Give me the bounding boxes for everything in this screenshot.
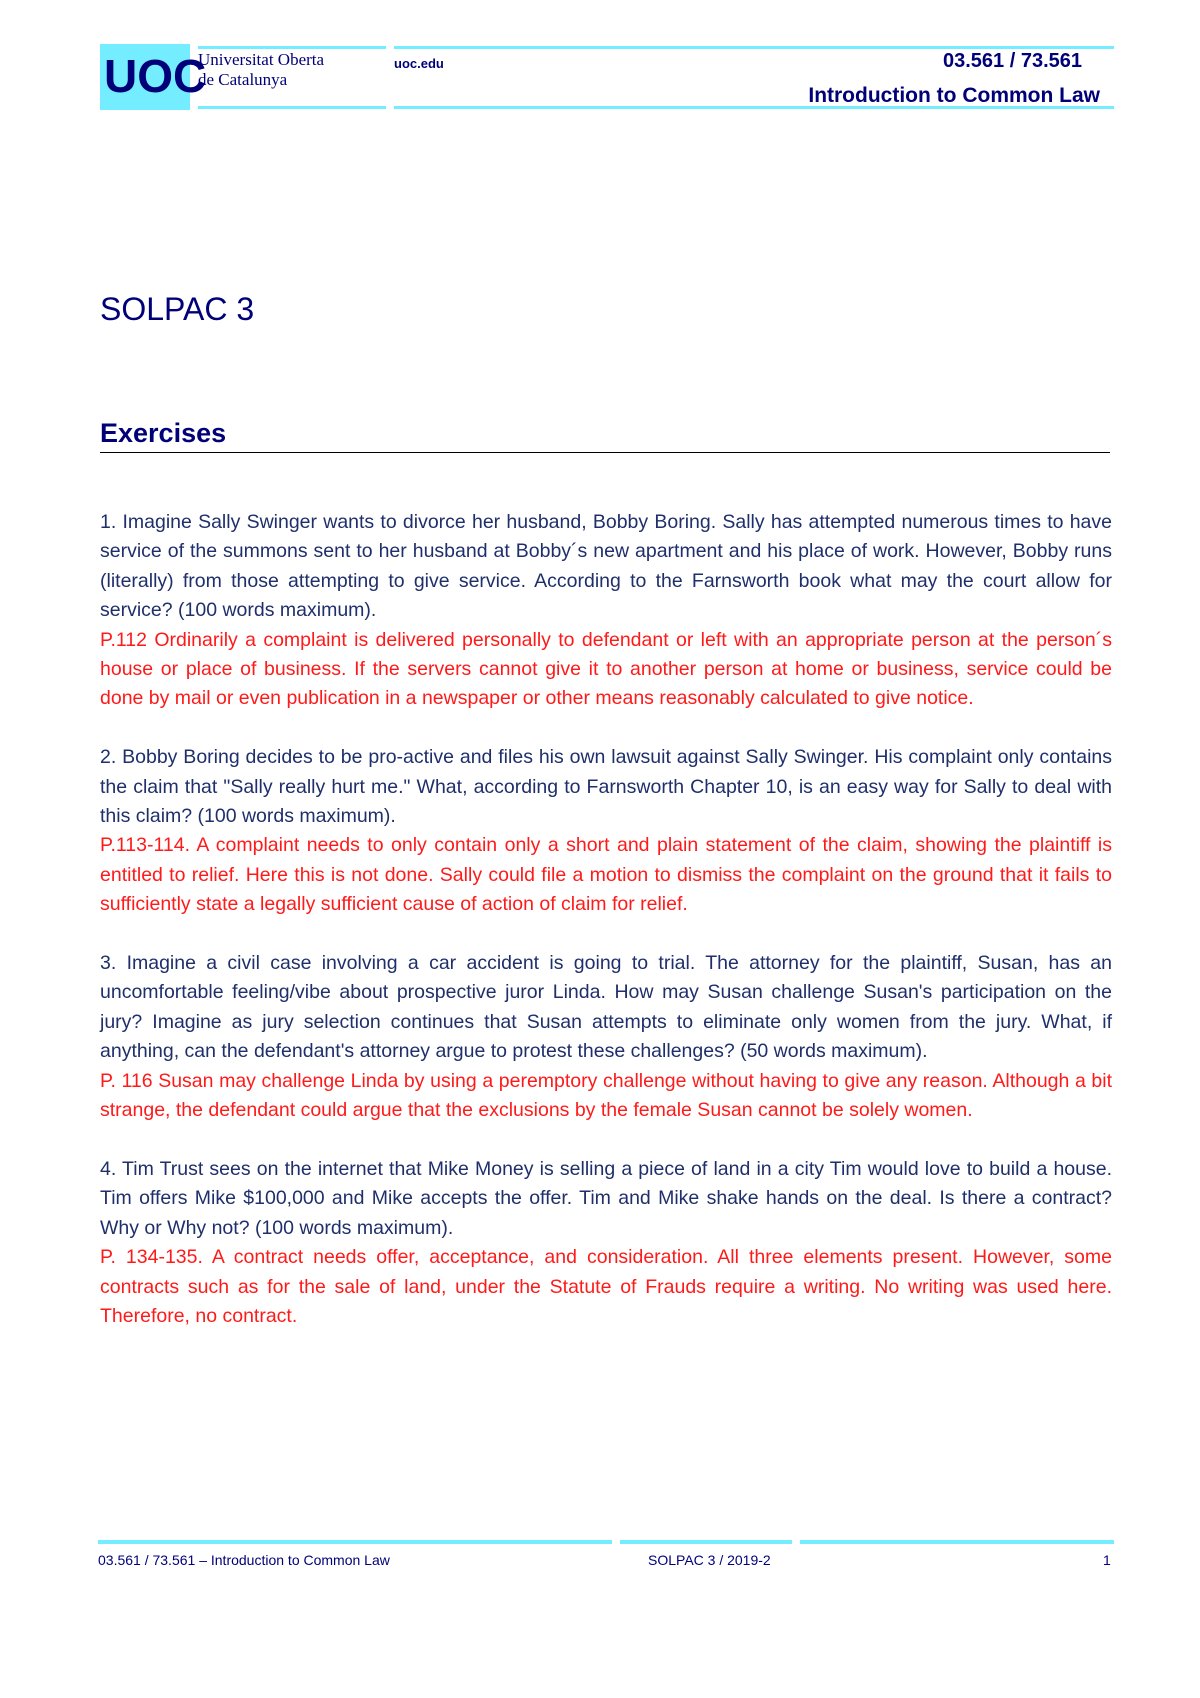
course-name: Introduction to Common Law — [808, 84, 1100, 107]
university-name — [198, 50, 324, 90]
exercise-question: 3. Imagine a civil case involving a car accident is going to trial. The attorney for the plaintiff, Susan, has an uncomfortable feeling/vibe about prospective juror Linda. How may Susan challenge Susan's participation on the jury? Imagine as jury selection continues that Susan attempts to eliminate only women from the jury. What, if anything, can the defendant's attorney argue to protest these challenges? (50 words maximum). — [100, 952, 1112, 1063]
svg-text:UOC: UOC — [104, 50, 207, 102]
document-title: SOLPAC 3 — [100, 291, 255, 327]
footer-document: SOLPAC 3 / 2019-2 — [648, 1552, 771, 1568]
exercise-answer: P.112 Ordinarily a complaint is delivered personally to defendant or left with an appropriate person at the person´s house or place of business. If the servers cannot give it to another person at home or business, service could be done by mail or even publication in a newspaper or other means reasonably calculated to give notice. — [100, 628, 1112, 710]
university-name-line1: Universitat Oberta — [198, 50, 325, 69]
section-heading: Exercises — [100, 418, 227, 448]
footer-rule-3 — [800, 1540, 1114, 1544]
exercise-answer: P. 134-135. A contract needs offer, acceptance, and consideration. All three elements present. However, some contracts such as for the sale of land, under the Statute of Frauds require a writing. No writing was used here. Therefore, no contract. — [100, 1246, 1112, 1327]
header-rule-2 — [198, 106, 386, 109]
university-name-line2: de Catalunya — [198, 70, 288, 89]
course-code: 03.561 / 73.561 — [942, 50, 1082, 72]
exercises-list — [100, 508, 1112, 1331]
uoc-logo-icon — [102, 46, 207, 104]
header-rule-3 — [394, 46, 1114, 49]
exercise-question: 2. Bobby Boring decides to be pro-active and files his own lawsuit against Sally Swinger. His complaint only contains the claim that "Sally really hurt me." What, according to Farnsworth Chapter 10, is an easy way for Sally to deal with this claim? (100 words maximum). — [100, 746, 1112, 828]
exercise-question: 1. Imagine Sally Swinger wants to divorce her husband, Bobby Boring. Sally has attempted numerous times to have service of the summons sent to her husband at Bobby´s new apartment and his place of work. However, Bobby runs (literally) from those attempting to give service. According to the Farnsworth book what may the court allow for service? (100 words maximum). — [100, 511, 1112, 622]
section-divider — [100, 452, 1110, 453]
site-link[interactable]: uoc.edu — [394, 56, 444, 71]
footer-rule-2 — [620, 1540, 792, 1544]
footer-course: 03.561 / 73.561 – Introduction to Common Law — [98, 1552, 390, 1568]
footer-rule-1 — [98, 1540, 612, 1544]
exercise-answer: P.113-114. A complaint needs to only contain only a short and plain statement of the claim, showing the plaintiff is entitled to relief. Here this is not done. Sally could file a motion to dismiss the complaint on the ground that it fails to sufficiently state a legally sufficient cause of action of claim for relief. — [100, 834, 1112, 916]
exercise-answer: P. 116 Susan may challenge Linda by using a peremptory challenge without having to give any reason. Although a bit strange, the defendant could argue that the exclusions by the female Susan cannot be solely women. — [100, 1069, 1112, 1122]
exercise-question: 4. Tim Trust sees on the internet that Mike Money is selling a piece of land in a city Tim would love to build a house. Tim offers Mike $100,000 and Mike accepts the offer. Tim and Mike shake hands on the deal. Is there a contract? Why or Why not? (100 words maximum). — [100, 1157, 1112, 1239]
header-rule-1 — [198, 46, 386, 49]
footer-page-number: 1 — [1103, 1552, 1111, 1568]
